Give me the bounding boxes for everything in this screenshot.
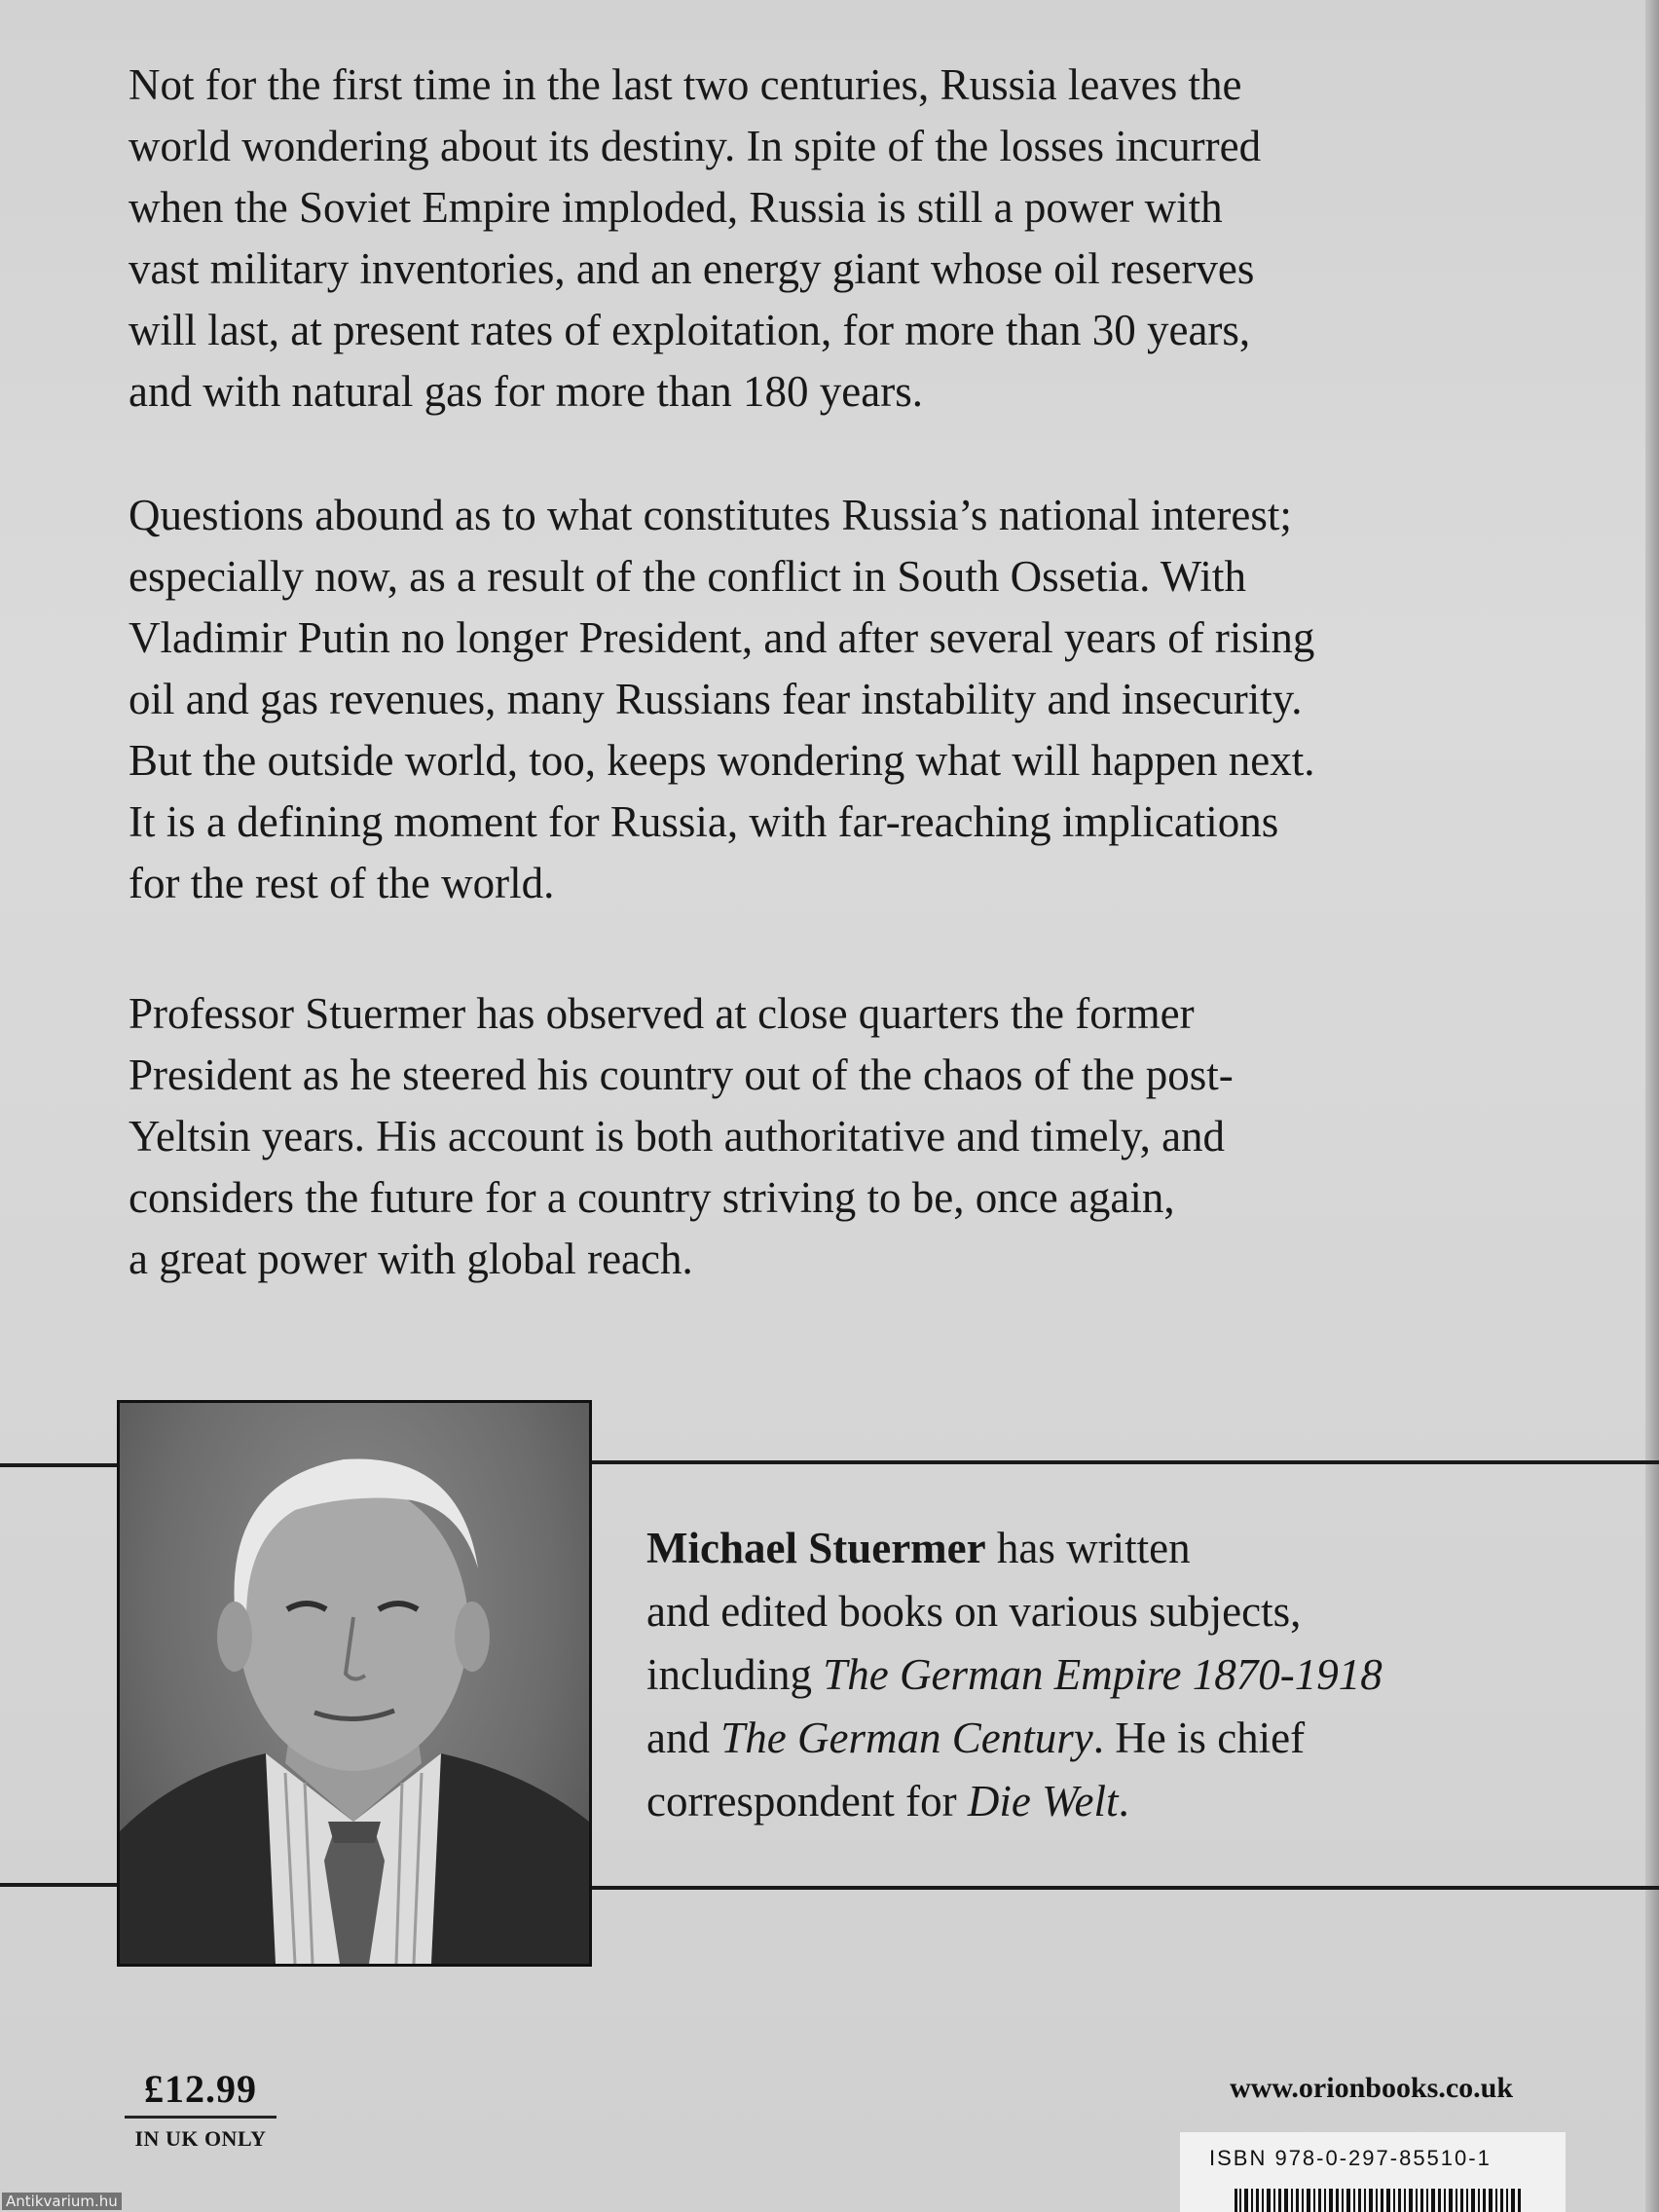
blurb-paragraph-1 <box>129 55 1530 423</box>
bio-line-3 <box>646 1643 1562 1707</box>
bio-text-5: . He is chief <box>1092 1714 1306 1762</box>
bio-text-7: . <box>1118 1777 1129 1825</box>
author-bio <box>646 1517 1562 1833</box>
bio-text-4: and <box>646 1714 721 1762</box>
barcode-area <box>1180 2132 1566 2212</box>
author-photo <box>117 1400 592 1967</box>
rule-bottom-right <box>592 1886 1659 1890</box>
watermark: Antikvarium.hu <box>2 2193 122 2210</box>
price: £12.99 <box>125 2066 276 2119</box>
rule-bottom-left <box>0 1883 121 1887</box>
bio-line-2: and edited books on various subjects, <box>646 1587 1302 1636</box>
blurb-paragraph-2 <box>129 485 1530 914</box>
isbn: ISBN 978-0-297-85510-1 <box>1209 2146 1492 2170</box>
price-note: IN UK ONLY <box>134 2126 267 2151</box>
bio-line-4 <box>646 1707 1562 1770</box>
newspaper-title: Die Welt <box>967 1777 1119 1825</box>
bio-line-5 <box>646 1770 1562 1833</box>
bio-text-1: has written <box>985 1524 1191 1572</box>
book-title-1: The German Empire 1870-1918 <box>823 1650 1382 1699</box>
rule-top-left <box>0 1463 121 1467</box>
bio-line-1 <box>646 1517 1562 1580</box>
publisher-website: www.orionbooks.co.uk <box>1230 2072 1513 2104</box>
price-block <box>125 2066 276 2152</box>
blurb-text-3: Professor Stuermer has observed at close quarters the former President as he steered his country out of the chaos of the post- Yeltsin years. His account is both authoritative and timely, and considers the future for a country striving to be, once again, a great power with global reach. <box>129 989 1234 1283</box>
author-portrait-illustration <box>120 1403 589 1964</box>
author-name: Michael Stuermer <box>646 1524 986 1572</box>
blurb-paragraph-3 <box>129 983 1530 1290</box>
book-title-2: The German Century <box>720 1714 1093 1762</box>
rule-top-right <box>592 1460 1659 1464</box>
blurb-text-1: Not for the first time in the last two centuries, Russia leaves the world wondering about its destiny. In spite of the losses incurred when the Soviet Empire imploded, Russia is still a power with vast military inventories, and an energy giant whose oil reserves will last, at present rates of exploitation, for more than 30 years, and with natural gas for more than 180 years. <box>129 60 1262 416</box>
barcode <box>1235 2189 1523 2212</box>
bio-text-6: correspondent for <box>646 1777 968 1825</box>
bio-text-3: including <box>646 1650 824 1699</box>
blurb-text-2: Questions abound as to what constitutes Russia’s national interest; especially now, as a result of the conflict in South Ossetia. With Vladimir Putin no longer President, and after several years of rising oil and gas revenues, many Russians fear instability and insecurity. But the outside world, too, keeps wondering what will happen next. It is a defining moment for Russia, with far-reaching implications for the rest of the world. <box>129 491 1315 907</box>
cover-edge-shadow <box>1645 0 1659 2212</box>
